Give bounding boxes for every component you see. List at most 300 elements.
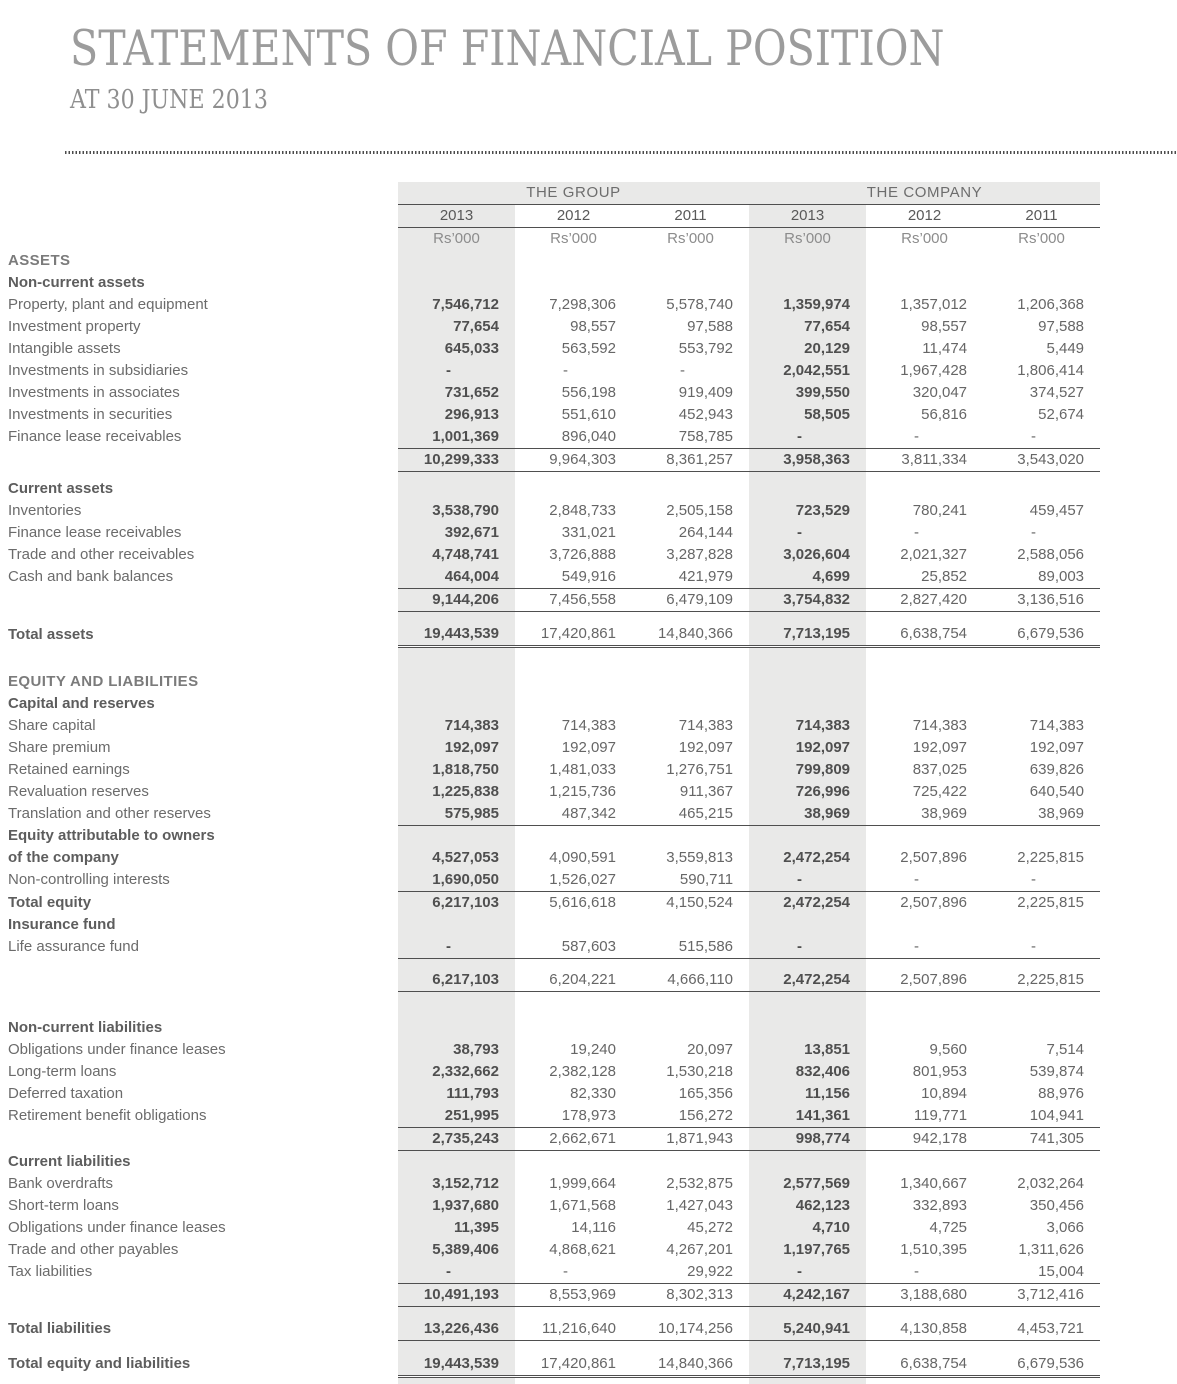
value-cell [749, 671, 866, 693]
group-header: THE GROUP [398, 182, 749, 205]
value-cell: 714,383 [444, 716, 499, 734]
year-header: 2012 [515, 205, 632, 228]
value-cell: 25,852 [921, 567, 968, 585]
value-cell: 8,553,969 [515, 1283, 632, 1306]
value-cell: 6,479,109 [632, 588, 749, 611]
value-cell [398, 272, 515, 294]
spacer-cell [0, 611, 398, 623]
value-cell: 88,976 [1038, 1085, 1085, 1102]
spacer-cell [983, 1341, 1100, 1353]
row-label: Inventories [8, 501, 82, 519]
value-cell: - [797, 523, 803, 541]
spacer-cell [515, 1341, 632, 1353]
value-cell: 98,557 [570, 318, 616, 335]
spacer-cell [398, 1341, 515, 1353]
value-cell: - [749, 869, 866, 892]
row-label: Total equity and liabilities [8, 1355, 191, 1373]
value-cell [749, 914, 866, 936]
value-cell: 2,507,896 [900, 894, 968, 911]
row-label: Revaluation reserves [8, 782, 149, 800]
value-cell [632, 825, 749, 847]
row-label: Intangible assets [8, 340, 121, 357]
row-label: Non-current assets [8, 274, 145, 291]
table-row [0, 825, 1100, 847]
value-cell: 575,985 [398, 803, 515, 826]
table-row [0, 1017, 1100, 1039]
table-row [0, 1195, 1100, 1217]
value-cell: 3,559,813 [666, 849, 734, 866]
value-cell: 1,510,395 [900, 1240, 968, 1258]
table-row [0, 404, 1100, 426]
value-cell: - [983, 869, 1100, 892]
value-cell: 2,332,662 [432, 1063, 499, 1080]
spacer-cell [632, 1306, 749, 1318]
row-label: Life assurance fund [8, 938, 139, 956]
spacer-cell [866, 1306, 983, 1318]
value-cell: 97,588 [1038, 318, 1085, 335]
table-row [0, 544, 1100, 566]
row-label: Trade and other payables [8, 1240, 179, 1258]
value-cell: 56,816 [921, 406, 968, 423]
value-cell: 1,999,664 [549, 1174, 616, 1192]
value-cell [632, 693, 749, 715]
value-cell: - [797, 428, 803, 445]
value-cell: 2,532,875 [666, 1174, 734, 1192]
table-row [0, 316, 1100, 338]
row-label: Share capital [8, 716, 96, 734]
value-cell: 2,032,264 [1017, 1174, 1085, 1192]
row-label [0, 1283, 398, 1306]
value-cell: 20,097 [687, 1041, 734, 1058]
value-cell [398, 1017, 515, 1039]
value-cell: 392,671 [444, 523, 499, 541]
value-cell: 1,671,568 [549, 1196, 616, 1214]
value-cell: 556,198 [561, 384, 616, 401]
value-cell [398, 250, 515, 272]
value-cell [983, 272, 1100, 294]
spacer-cell [515, 611, 632, 623]
value-cell [866, 693, 983, 715]
row-label: Finance lease receivables [8, 428, 182, 446]
value-cell: 1,871,943 [632, 1128, 749, 1151]
spacer-cell [866, 991, 983, 1017]
table-row [0, 566, 1100, 589]
year-header: 2011 [983, 205, 1100, 228]
value-cell: 332,893 [912, 1196, 968, 1214]
value-cell: 714,383 [561, 716, 616, 734]
value-cell: 563,592 [561, 340, 616, 357]
unit-header: Rs’000 [550, 230, 597, 247]
value-cell [866, 1151, 983, 1173]
row-label: Non-current liabilities [8, 1019, 163, 1036]
row-label: Investments in associates [8, 384, 180, 401]
value-cell: 19,240 [570, 1041, 616, 1058]
value-cell: 192,097 [678, 738, 734, 756]
value-cell: 5,240,941 [749, 1318, 866, 1341]
value-cell [983, 250, 1100, 272]
value-cell: 8,361,257 [632, 449, 749, 472]
value-cell: 741,305 [983, 1128, 1100, 1151]
value-cell: 640,540 [1029, 782, 1085, 800]
value-cell: 590,711 [632, 869, 749, 892]
value-cell: 1,967,428 [900, 362, 968, 379]
page-title: STATEMENTS OF FINANCIAL POSITION [70, 20, 945, 77]
value-cell: 3,287,828 [666, 545, 734, 563]
value-cell: 780,241 [912, 501, 968, 519]
value-cell: 7,713,195 [749, 1353, 866, 1377]
value-cell: 2,042,551 [783, 362, 851, 379]
value-cell [632, 1151, 749, 1173]
spacer-cell [0, 991, 398, 1017]
value-cell: 942,178 [866, 1128, 983, 1151]
value-cell: 2,021,327 [900, 545, 968, 563]
header-spacer-cell [0, 228, 398, 251]
value-cell: 2,472,254 [783, 849, 851, 866]
value-cell [515, 478, 632, 500]
row-label: Total equity [8, 893, 92, 911]
value-cell: 17,420,861 [515, 623, 632, 647]
value-cell: 5,616,618 [549, 894, 616, 911]
value-cell: 515,586 [632, 936, 749, 959]
spacer-cell [983, 1306, 1100, 1318]
value-cell: 141,361 [795, 1107, 851, 1124]
spacer-cell [398, 959, 515, 969]
value-cell: 645,033 [444, 340, 499, 357]
row-label: Insurance fund [8, 916, 116, 933]
value-cell: - [563, 1262, 568, 1280]
table-row [0, 338, 1100, 360]
spacer-cell [398, 991, 515, 1017]
unit-header: Rs’000 [901, 230, 948, 247]
spacer-cell [632, 959, 749, 969]
value-cell: 2,225,815 [983, 969, 1100, 992]
table-row [0, 1151, 1100, 1173]
table-row [0, 1306, 1100, 1318]
value-cell: 5,578,740 [666, 296, 734, 313]
value-cell: 45,272 [687, 1218, 734, 1236]
value-cell: 2,577,569 [783, 1174, 851, 1192]
unit-header-row [0, 228, 1100, 251]
value-cell: 374,527 [1029, 384, 1085, 401]
value-cell: 5,389,406 [432, 1240, 499, 1258]
value-cell: 539,874 [1029, 1063, 1085, 1080]
row-label [0, 1128, 398, 1151]
value-cell: 1,311,626 [1018, 1240, 1085, 1258]
value-cell: 192,097 [444, 738, 499, 756]
value-cell: - [680, 362, 686, 379]
unit-header: Rs’000 [433, 230, 480, 247]
value-cell: - [914, 428, 920, 445]
value-cell [515, 1017, 632, 1039]
value-cell [749, 1151, 866, 1173]
row-label: Equity attributable to owners [8, 827, 215, 844]
value-cell: 104,941 [1029, 1107, 1085, 1124]
financial-position-table [0, 182, 1100, 1384]
table-row [0, 360, 1100, 382]
value-cell: 6,204,221 [515, 969, 632, 992]
value-cell: 1,818,750 [432, 760, 499, 778]
row-label: Property, plant and equipment [8, 296, 208, 313]
value-cell: 7,546,712 [432, 296, 499, 313]
value-cell: 998,774 [749, 1128, 866, 1151]
value-cell: 15,004 [1038, 1262, 1085, 1280]
table-row [0, 914, 1100, 936]
value-cell: 58,505 [804, 406, 851, 423]
value-cell: 1,937,680 [432, 1196, 499, 1214]
table-row [0, 1341, 1100, 1353]
spacer-cell [0, 1376, 398, 1384]
spacer-cell [398, 647, 515, 671]
table-row [0, 1039, 1100, 1061]
row-label: Tax liabilities [8, 1262, 93, 1280]
spacer-cell [749, 647, 866, 671]
value-cell [866, 1017, 983, 1039]
spacer-cell [866, 611, 983, 623]
row-label: Deferred taxation [8, 1085, 124, 1102]
value-cell [632, 1017, 749, 1039]
value-cell [632, 272, 749, 294]
spacer-cell [0, 647, 398, 671]
value-cell: 9,560 [929, 1041, 968, 1058]
value-cell: 3,958,363 [749, 449, 866, 472]
spacer-cell [983, 991, 1100, 1017]
value-cell: 2,225,815 [1017, 849, 1085, 866]
value-cell: 6,217,103 [398, 969, 515, 992]
value-cell [515, 250, 632, 272]
value-cell [398, 825, 515, 847]
table-row [0, 1217, 1100, 1239]
value-cell: 4,527,053 [432, 849, 499, 866]
row-label: Long-term loans [8, 1063, 117, 1080]
value-cell: 714,383 [912, 716, 968, 734]
value-cell [515, 272, 632, 294]
value-cell [398, 693, 515, 715]
value-cell: 98,557 [921, 318, 968, 335]
value-cell: 192,097 [795, 738, 851, 756]
table-row [0, 588, 1100, 611]
value-cell: 6,679,536 [983, 623, 1100, 647]
dotted-divider [65, 151, 1177, 154]
value-cell: 4,868,621 [549, 1240, 616, 1258]
value-cell: 1,215,736 [549, 782, 616, 800]
value-cell: 13,226,436 [398, 1318, 515, 1341]
value-cell [515, 1151, 632, 1173]
value-cell: 1,206,368 [1017, 296, 1085, 313]
row-label: Bank overdrafts [8, 1174, 114, 1192]
value-cell: - [914, 523, 920, 541]
value-cell [983, 1017, 1100, 1039]
value-cell [866, 825, 983, 847]
table-row [0, 715, 1100, 737]
value-cell: 3,811,334 [866, 449, 983, 472]
spacer-cell [515, 991, 632, 1017]
value-cell: 11,395 [453, 1218, 499, 1236]
year-header-row [0, 205, 1100, 228]
value-cell [632, 250, 749, 272]
value-cell: 7,514 [1046, 1041, 1085, 1058]
value-cell: 4,699 [812, 567, 851, 585]
value-cell: 17,420,861 [515, 1353, 632, 1377]
value-cell: 10,174,256 [632, 1318, 749, 1341]
value-cell: 2,505,158 [666, 501, 734, 519]
table-row [0, 294, 1100, 316]
value-cell: 911,367 [679, 782, 734, 800]
value-cell: - [1031, 428, 1037, 445]
row-label: Short-term loans [8, 1196, 119, 1214]
value-cell: 19,443,539 [398, 623, 515, 647]
group-header-row [0, 182, 1100, 205]
value-cell: - [983, 936, 1100, 959]
value-cell: 192,097 [912, 738, 968, 756]
value-cell: 2,588,056 [1017, 545, 1085, 563]
value-cell: 1,427,043 [666, 1196, 734, 1214]
value-cell: 452,943 [678, 406, 734, 423]
value-cell: 1,197,765 [783, 1240, 851, 1258]
row-label: Current assets [8, 479, 114, 497]
value-cell: 320,047 [912, 384, 968, 401]
value-cell: 156,272 [678, 1107, 734, 1124]
row-label: Finance lease receivables [8, 523, 182, 541]
spacer-cell [749, 1306, 866, 1318]
value-cell [398, 671, 515, 693]
table-row [0, 449, 1100, 472]
value-cell [983, 825, 1100, 847]
value-cell [632, 671, 749, 693]
spacer-cell [983, 959, 1100, 969]
table-row [0, 382, 1100, 404]
value-cell: 3,152,712 [432, 1174, 499, 1192]
row-label [0, 588, 398, 611]
table-row [0, 892, 1100, 915]
value-cell [983, 693, 1100, 715]
value-cell: 837,025 [912, 760, 968, 778]
row-label: Obligations under finance leases [8, 1218, 226, 1236]
spacer-cell [749, 1341, 866, 1353]
value-cell: 19,443,539 [398, 1353, 515, 1377]
spacer-cell [632, 647, 749, 671]
table-row [0, 737, 1100, 759]
row-label [0, 969, 398, 992]
spacer-cell [398, 1376, 515, 1384]
row-label: Total assets [8, 625, 94, 643]
table-row [0, 671, 1100, 693]
value-cell: 2,472,254 [783, 894, 851, 911]
row-label: Retirement benefit obligations [8, 1107, 207, 1125]
value-cell: - [1031, 523, 1037, 541]
value-cell: - [446, 362, 451, 379]
value-cell: 38,969 [749, 803, 866, 826]
row-label: Translation and other reserves [8, 804, 211, 822]
spacer-cell [866, 959, 983, 969]
row-label: Share premium [8, 738, 111, 756]
value-cell: 553,792 [678, 340, 734, 357]
value-cell: 119,771 [913, 1107, 968, 1124]
value-cell [398, 478, 515, 500]
value-cell: 14,840,366 [632, 623, 749, 647]
row-label: Investments in securities [8, 406, 173, 423]
spacer-cell [866, 1376, 983, 1384]
value-cell [866, 272, 983, 294]
value-cell: 251,995 [444, 1107, 499, 1124]
value-cell: 52,674 [1038, 406, 1085, 423]
row-label: Investment property [8, 318, 141, 335]
row-label [0, 449, 398, 472]
value-cell: 14,116 [571, 1218, 616, 1236]
unit-header: Rs’000 [1018, 230, 1065, 247]
value-cell: 4,710 [812, 1218, 851, 1236]
value-cell: 399,550 [795, 384, 851, 401]
value-cell: 192,097 [561, 738, 616, 756]
value-cell: - [914, 1262, 920, 1280]
table-row [0, 936, 1100, 959]
value-cell: 1,526,027 [515, 869, 632, 892]
table-row [0, 1318, 1100, 1341]
value-cell: 3,066 [1046, 1218, 1085, 1236]
value-cell [983, 671, 1100, 693]
value-cell: - [797, 1262, 803, 1280]
value-cell: 3,543,020 [983, 449, 1100, 472]
table-row [0, 500, 1100, 522]
value-cell [749, 272, 866, 294]
value-cell: 38,969 [983, 803, 1100, 826]
spacer-cell [398, 1306, 515, 1318]
value-cell: 14,840,366 [632, 1353, 749, 1377]
value-cell: 919,409 [678, 384, 734, 401]
value-cell: 7,456,558 [515, 588, 632, 611]
value-cell: 77,654 [804, 318, 851, 335]
spacer-cell [749, 991, 866, 1017]
value-cell: 4,242,167 [749, 1283, 866, 1306]
value-cell: 1,276,751 [666, 760, 734, 778]
value-cell [632, 914, 749, 936]
table-row [0, 1376, 1100, 1384]
value-cell: 2,225,815 [1017, 894, 1085, 911]
value-cell: - [398, 936, 515, 959]
spacer-cell [866, 647, 983, 671]
value-cell: 7,713,195 [749, 623, 866, 647]
row-label: Obligations under finance leases [8, 1041, 226, 1058]
table-row [0, 759, 1100, 781]
row-label: Non-controlling interests [8, 871, 170, 889]
table-row [0, 1083, 1100, 1105]
spacer-cell [632, 611, 749, 623]
value-cell: 9,144,206 [398, 588, 515, 611]
value-cell: 11,156 [804, 1085, 851, 1102]
table-row [0, 250, 1100, 272]
value-cell: 13,851 [804, 1041, 851, 1058]
value-cell: 4,150,524 [666, 894, 734, 911]
spacer-cell [632, 1341, 749, 1353]
spacer-cell [632, 1376, 749, 1384]
value-cell: 165,356 [678, 1085, 734, 1102]
value-cell: 1,481,033 [549, 760, 616, 778]
value-cell: - [563, 362, 568, 379]
value-cell [983, 478, 1100, 500]
value-cell: 10,491,193 [398, 1283, 515, 1306]
unit-header: Rs’000 [784, 230, 831, 247]
value-cell [749, 693, 866, 715]
row-label: EQUITY AND LIABILITIES [8, 672, 199, 690]
value-cell: 178,973 [561, 1107, 616, 1124]
value-cell [515, 671, 632, 693]
value-cell: 896,040 [561, 428, 616, 445]
value-cell [749, 478, 866, 500]
value-cell: 4,748,741 [432, 545, 499, 563]
value-cell: 2,507,896 [866, 969, 983, 992]
value-cell [749, 825, 866, 847]
table-row [0, 847, 1100, 869]
table-row [0, 272, 1100, 294]
